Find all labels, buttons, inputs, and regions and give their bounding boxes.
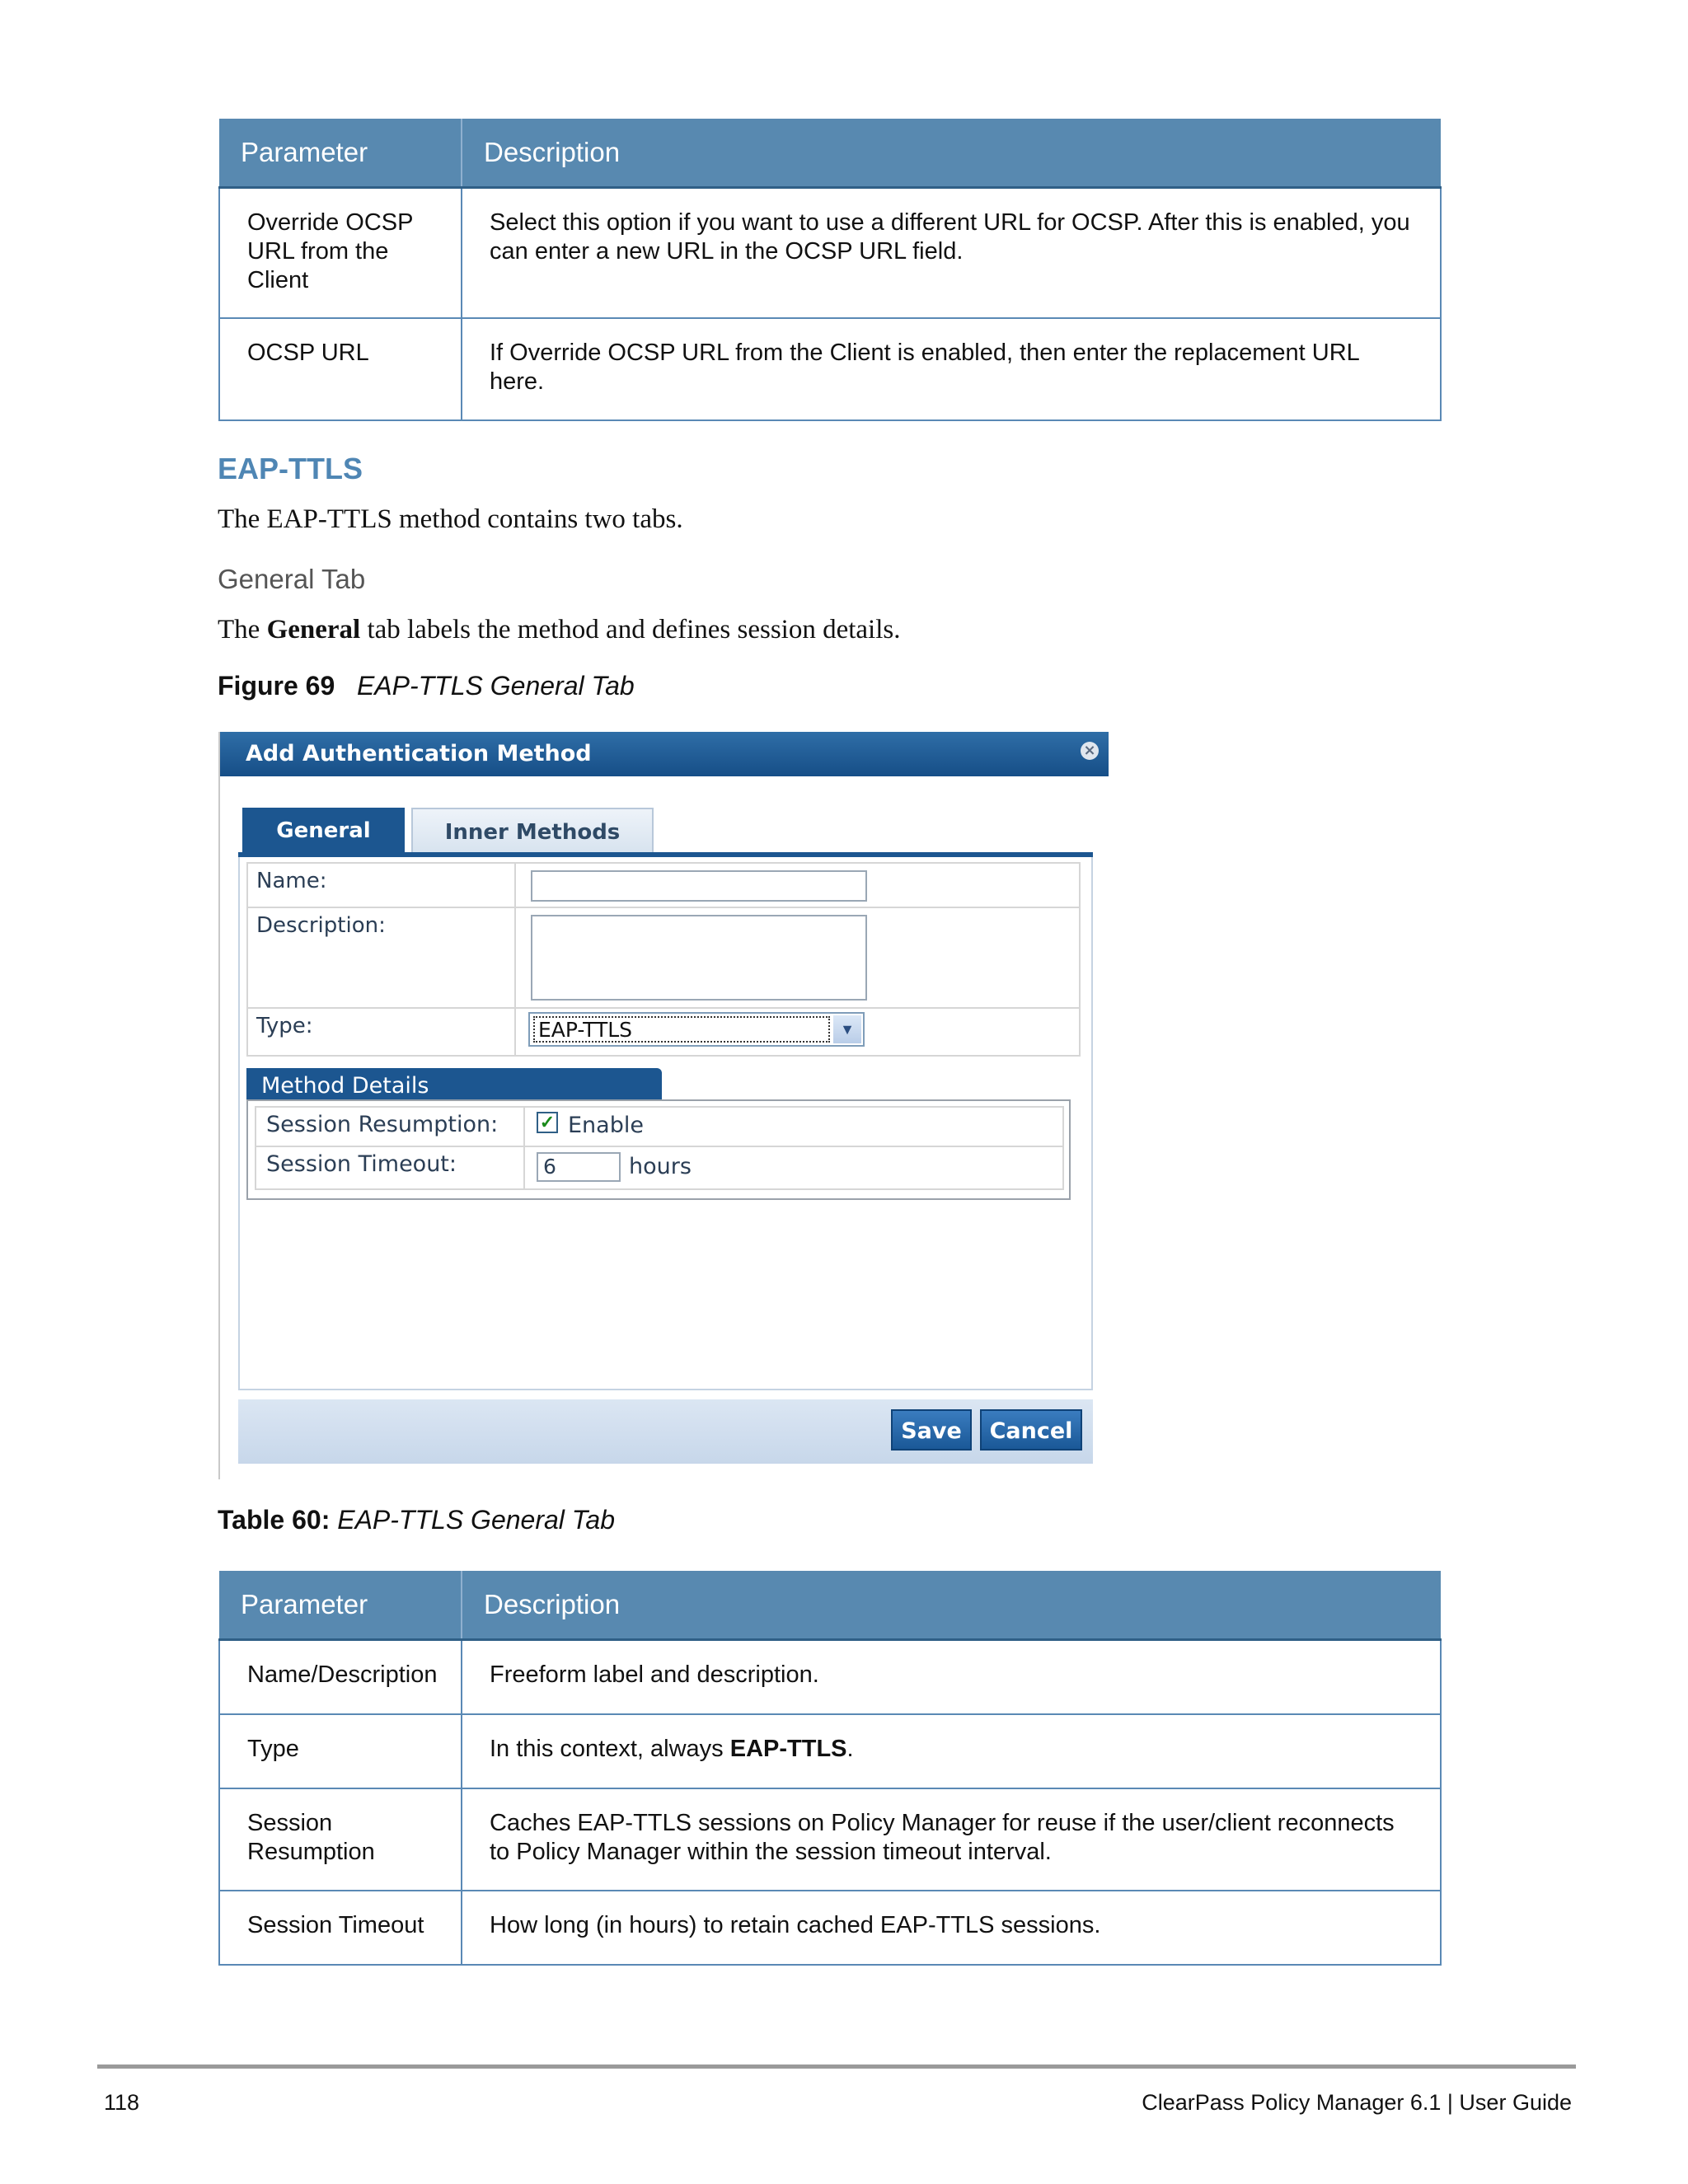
param-cell: Type (219, 1714, 462, 1788)
table-row (219, 1788, 1441, 1891)
hours-label: hours (629, 1154, 692, 1179)
type-select-value: EAP-TTLS (533, 1016, 830, 1043)
name-row (246, 862, 1081, 908)
dialog-footer (238, 1399, 1093, 1464)
description-label: Description: (256, 913, 386, 938)
session-timeout-row (255, 1146, 1064, 1190)
param-cell: OCSP URL (219, 318, 462, 420)
description-textarea[interactable] (531, 915, 867, 1001)
figure-caption: Figure 69 EAP-TTLS General Tab (218, 671, 635, 701)
header-description: Description (462, 1571, 1441, 1640)
enable-label: Enable (568, 1113, 644, 1138)
name-input[interactable] (531, 870, 867, 902)
section-title: EAP-TTLS (218, 452, 363, 485)
session-resumption-label: Session Resumption: (266, 1112, 499, 1137)
header-parameter: Parameter (219, 119, 462, 188)
session-timeout-label: Session Timeout: (266, 1151, 457, 1177)
parameter-table-60 (218, 1571, 1442, 1966)
table-row (219, 1891, 1441, 1965)
footer-rule (97, 2064, 1576, 2069)
table-row (219, 318, 1441, 420)
cancel-button[interactable]: Cancel (980, 1409, 1082, 1451)
header-description: Description (462, 119, 1441, 188)
method-details-box (246, 1099, 1071, 1200)
desc-cell: Select this option if you want to use a different URL for OCSP. After this is enabled, you can enter a new URL in the OCSP URL field. (462, 188, 1441, 318)
desc-cell: Caches EAP-TTLS sessions on Policy Manager for reuse if the user/client reconnects to Policy Manager within the session timeout interval. (462, 1788, 1441, 1891)
tab-inner-methods[interactable]: Inner Methods (411, 808, 654, 854)
add-authentication-method-dialog (218, 732, 1110, 1479)
section-body: The General tab labels the method and defines session details. (218, 615, 901, 644)
parameter-table-top (218, 119, 1442, 421)
header-parameter: Parameter (219, 1571, 462, 1640)
desc-cell: If Override OCSP URL from the Client is enabled, then enter the replacement URL here. (462, 318, 1441, 420)
save-button[interactable]: Save (891, 1409, 972, 1451)
subheading: General Tab (218, 564, 366, 594)
name-label: Name: (256, 869, 327, 893)
description-row (246, 907, 1081, 1009)
param-cell: Name/Description (219, 1640, 462, 1714)
type-select[interactable] (528, 1012, 865, 1047)
param-cell: Override OCSP URL from the Client (219, 188, 462, 318)
param-cell: Session Timeout (219, 1891, 462, 1965)
type-label: Type: (256, 1014, 313, 1038)
desc-cell: Freeform label and description. (462, 1640, 1441, 1714)
param-cell: Session Resumption (219, 1788, 462, 1891)
session-resumption-row (255, 1106, 1064, 1147)
desc-cell: In this context, always EAP-TTLS. (462, 1714, 1441, 1788)
bold-term: General (266, 615, 361, 644)
method-details-header: Method Details (246, 1068, 662, 1101)
chevron-down-icon[interactable]: ▼ (833, 1015, 861, 1043)
table-caption: Table 60: EAP-TTLS General Tab (218, 1505, 615, 1535)
dialog-title: Add Authentication Method (246, 741, 592, 766)
document-title: ClearPass Policy Manager 6.1 | User Guide (1142, 2090, 1572, 2115)
bold-term: EAP-TTLS (729, 1735, 847, 1762)
session-timeout-input[interactable]: 6 (537, 1152, 621, 1182)
table-row (219, 1640, 1441, 1714)
session-resumption-checkbox[interactable]: ✓ (537, 1112, 558, 1133)
tab-general[interactable]: General (242, 808, 405, 854)
page-number: 118 (104, 2090, 140, 2115)
section-intro: The EAP-TTLS method contains two tabs. (218, 504, 683, 534)
dialog-titlebar (220, 732, 1109, 776)
close-icon[interactable]: × (1081, 742, 1099, 760)
desc-cell: How long (in hours) to retain cached EAP-TTLS sessions. (462, 1891, 1441, 1965)
table-row (219, 188, 1441, 318)
table-row (219, 1714, 1441, 1788)
